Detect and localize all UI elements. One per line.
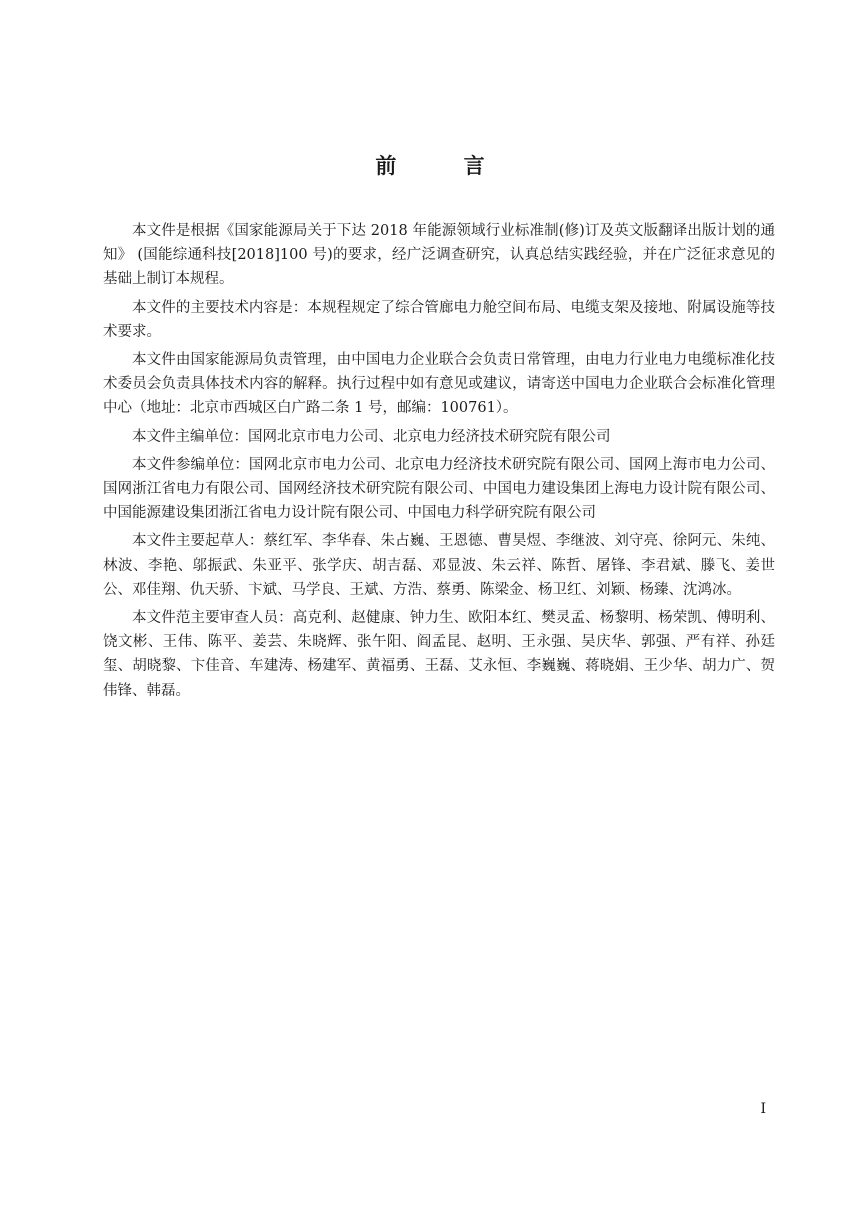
paragraph-participating-units: 本文件参编单位：国网北京市电力公司、北京电力经济技术研究院有限公司、国网上海市电力公司、国网浙江省电力有限公司、国网经济技术研究院有限公司、中国电力建设集团上海电力设计院有限公司、中国能源建设集团浙江省电力设计院有限公司、中国电力科学研究院有限公司	[103, 456, 775, 522]
paragraph-management: 本文件由国家能源局负责管理，由中国电力企业联合会负责日常管理，由电力行业电力电缆标准化技术委员会负责具体技术内容的解释。执行过程中如有意见或建议，请寄送中国电力企业联合会标准化管理中心（地址：北京市西城区白广路二条 1 号，邮编：100761）。	[103, 352, 775, 417]
paragraph-chief-editor-units: 本文件主编单位：国网北京市电力公司、北京电力经济技术研究院有限公司	[132, 428, 611, 445]
document-body	[103, 219, 775, 707]
paragraph-basis: 本文件是根据《国家能源局关于下达 2018 年能源领域行业标准制(修)订及英文版翻译出版计划的通知》 (国能综通科技[2018]100 号)的要求，经广泛调查研究，认真总结实践经验，并在广泛征求意见的基础上制订本规程。	[103, 223, 775, 288]
paragraph-main-content: 本文件的主要技术内容是：本规程规定了综合管廊电力舱空间布局、电缆支架及接地、附属设施等技术要求。	[103, 299, 775, 340]
page-number: I	[760, 1101, 766, 1117]
paragraph-main-reviewers: 本文件范主要审查人员：高克利、赵健康、钟力生、欧阳本红、樊灵孟、杨黎明、杨荣凯、傅明利、饶文彬、王伟、陈平、姜芸、朱晓辉、张午阳、阎孟昆、赵明、王永强、吴庆华、郭强、严有祥、孙廷玺、胡晓黎、卞佳音、车建涛、杨建军、黄福勇、王磊、艾永恒、李巍巍、蒋晓娟、王少华、胡力广、贺伟锋、韩磊。	[103, 610, 775, 699]
page-title: 前 言	[375, 153, 515, 178]
paragraph-main-drafters: 本文件主要起草人：蔡红军、李华春、朱占巍、王恩德、曹昊煜、李继波、刘守亮、徐阿元、朱纯、林波、李艳、邬振武、朱亚平、张学庆、胡吉磊、邓显波、朱云祥、陈哲、屠锋、李君斌、滕飞、姜世公、邓佳翔、仇天骄、卞斌、马学良、王斌、方浩、蔡勇、陈梁金、杨卫红、刘颖、杨臻、沈鸿冰。	[103, 533, 775, 598]
